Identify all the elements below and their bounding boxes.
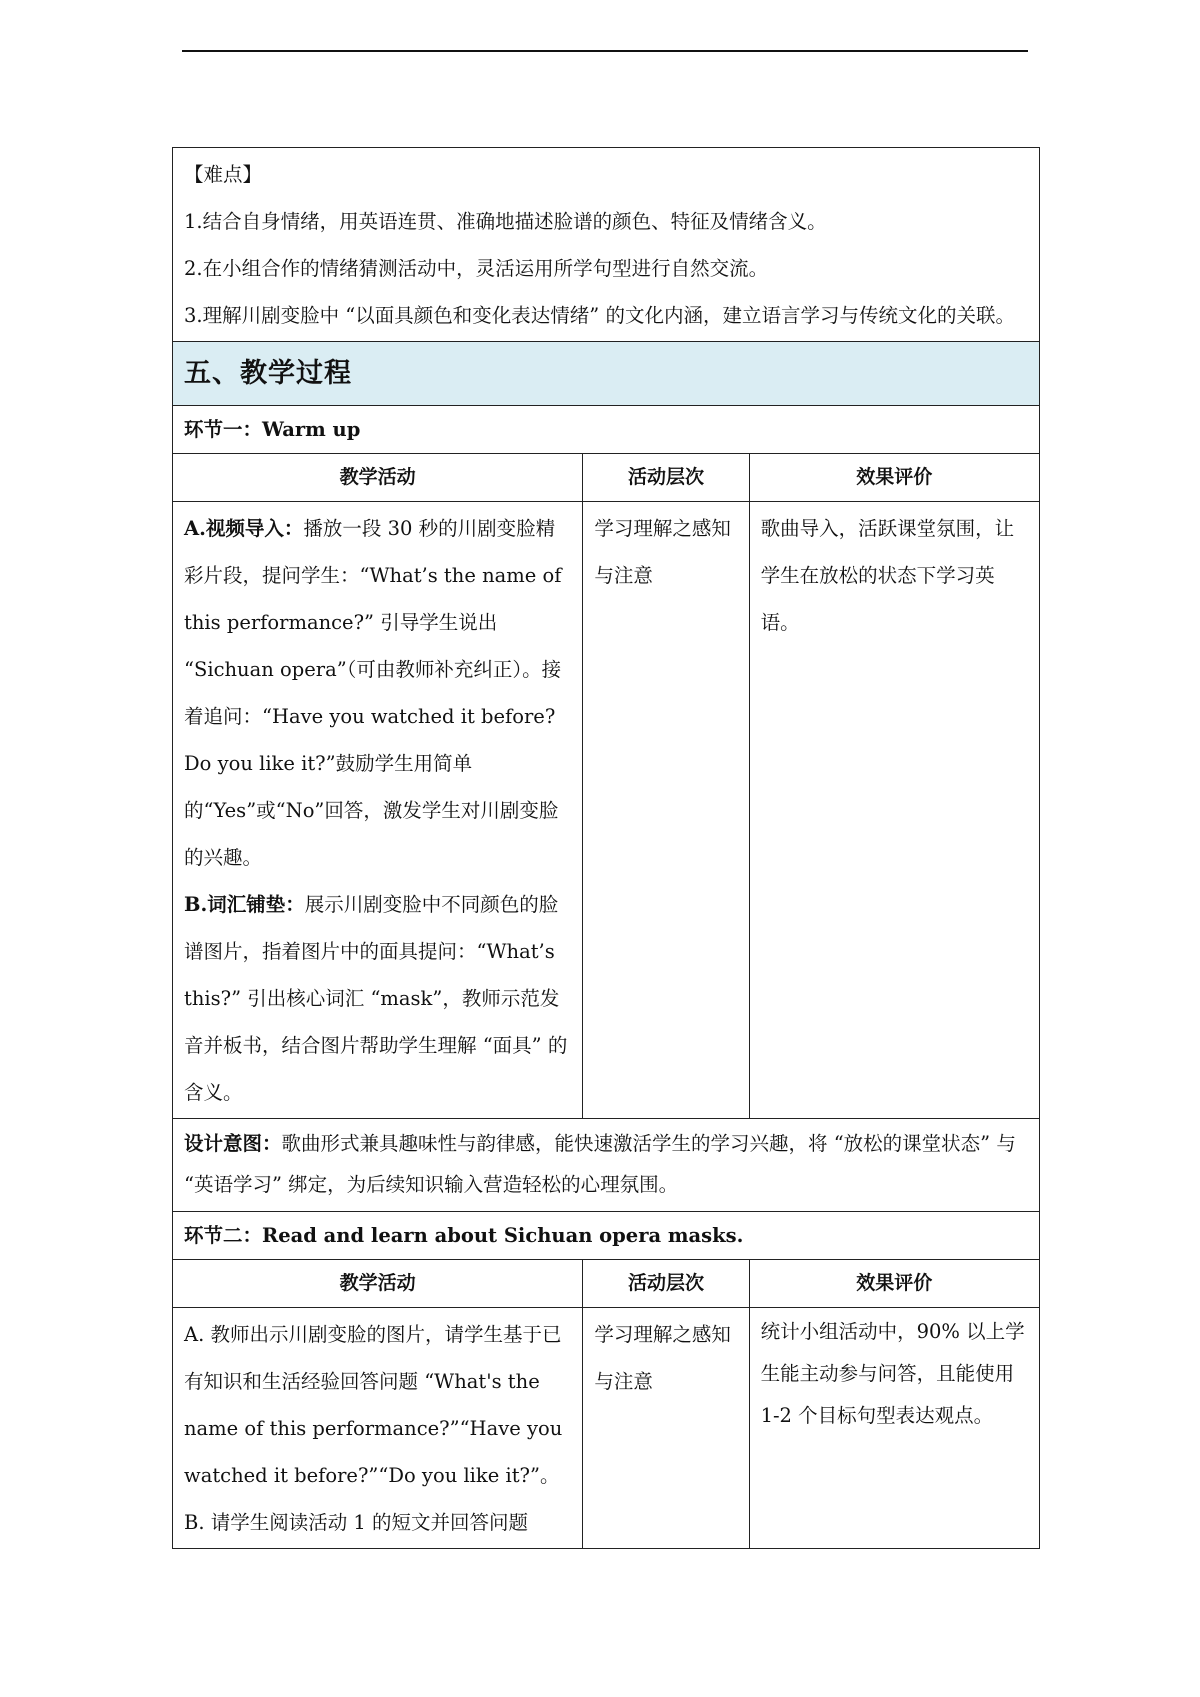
section-row: [173, 342, 1040, 406]
stage1-part-a-label: A.视频导入：: [184, 517, 304, 540]
difficulty-item-2: 2.在小组合作的情绪猜测活动中，灵活运用所学句型进行自然交流。: [184, 257, 769, 280]
stage2-row: [173, 1212, 1040, 1260]
stage2-part-b: B. 请学生阅读活动 1 的短文并回答问题: [184, 1511, 529, 1534]
header-rule: [182, 50, 1028, 52]
stage2-evaluation-cell: 统计小组活动中，90% 以上学生能主动参与问答，且能使用 1-2 个目标句型表达观点。: [749, 1308, 1039, 1549]
difficulty-row: [173, 148, 1040, 342]
stage1-activity-cell: [173, 502, 583, 1119]
stage2-title: 环节二：Read and learn about Sichuan opera masks.: [173, 1212, 1040, 1260]
stage1-level-cell: 学习理解之感知与注意: [583, 502, 749, 1119]
col-evaluation-header: 效果评价: [749, 454, 1039, 502]
stage1-design-cell: [173, 1119, 1040, 1212]
difficulty-cell: [173, 148, 1040, 342]
stage1-header-row: [173, 454, 1040, 502]
stage1-row: [173, 406, 1040, 454]
col-level-header-2: 活动层次: [583, 1260, 749, 1308]
stage2-level-cell: 学习理解之感知与注意: [583, 1308, 749, 1549]
stage2-activity-cell: [173, 1308, 583, 1549]
section-title: 五、教学过程: [173, 342, 1040, 406]
col-evaluation-header-2: 效果评价: [749, 1260, 1039, 1308]
design-label: 设计意图：: [184, 1132, 282, 1155]
stage1-part-b-label: B.词汇铺垫：: [184, 893, 305, 916]
stage1-part-a-text: 播放一段 30 秒的川剧变脸精彩片段，提问学生：“What’s the name of this performance?” 引导学生说出 “Sichuan opera”（可由教师补充纠正）。接着追问：“Have you watched it before? Do you like it?”鼓励学生用简单的“Yes”或“No”回答，激发学生对川剧变脸的兴趣。: [184, 517, 562, 869]
stage1-design-row: [173, 1119, 1040, 1212]
design-text: 歌曲形式兼具趣味性与韵律感，能快速激活学生的学习兴趣，将 “放松的课堂状态” 与 “英语学习” 绑定，为后续知识输入营造轻松的心理氛围。: [184, 1132, 1016, 1196]
stage1-content-row: [173, 502, 1040, 1119]
stage2-part-a: A. 教师出示川剧变脸的图片，请学生基于已有知识和生活经验回答问题 “What's the name of this performance?”“Have you watched it before?”“Do you like it?”。: [184, 1323, 563, 1487]
col-level-header: 活动层次: [583, 454, 749, 502]
difficulty-item-3: 3.理解川剧变脸中 “以面具颜色和变化表达情绪” 的文化内涵，建立语言学习与传统文化的关联。: [184, 304, 1015, 327]
stage1-part-b-text: 展示川剧变脸中不同颜色的脸谱图片，指着图片中的面具提问：“What’s this?” 引出核心词汇 “mask”，教师示范发音并板书，结合图片帮助学生理解 “面具” 的含义。: [184, 893, 568, 1104]
col-activity-header-2: 教学活动: [173, 1260, 583, 1308]
lesson-plan-table: [172, 147, 1040, 1549]
stage1-evaluation-cell: 歌曲导入，活跃课堂氛围，让学生在放松的状态下学习英语。: [749, 502, 1039, 1119]
col-activity-header: 教学活动: [173, 454, 583, 502]
stage1-title: 环节一：Warm up: [173, 406, 1040, 454]
stage2-header-row: [173, 1260, 1040, 1308]
stage2-content-row: [173, 1308, 1040, 1549]
difficulty-title: 【难点】: [184, 163, 263, 186]
difficulty-item-1: 1.结合自身情绪，用英语连贯、准确地描述脸谱的颜色、特征及情绪含义。: [184, 210, 827, 233]
